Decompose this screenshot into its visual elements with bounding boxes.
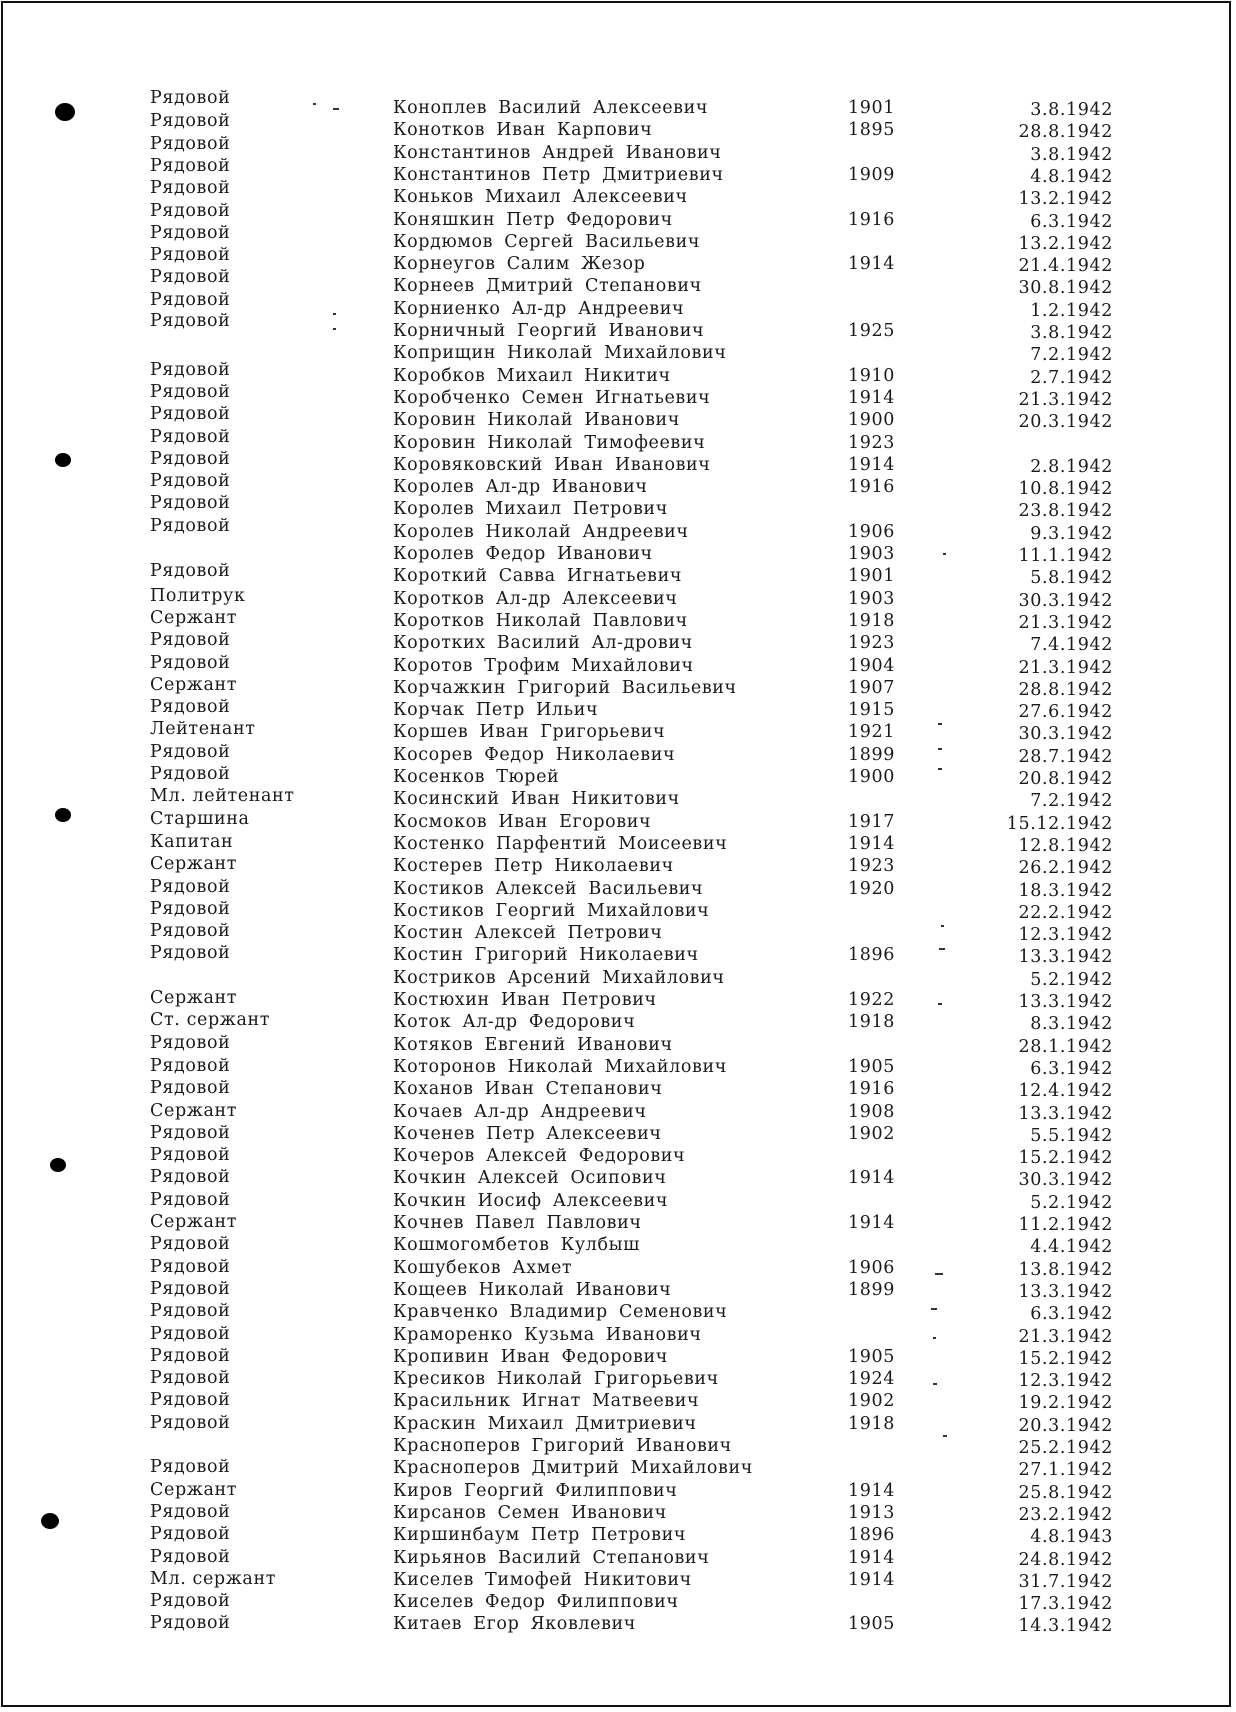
birth-year: 1902: [848, 1391, 895, 1412]
person-name: Коровин Николай Тимофеевич: [393, 432, 706, 453]
birth-year: 1904: [848, 655, 895, 676]
military-rank: Мл. сержант: [150, 1568, 276, 1589]
birth-year: 1914: [848, 1569, 895, 1590]
date-of-death: 12.8.1942: [1018, 835, 1113, 856]
birth-year: 1921: [848, 722, 895, 743]
date-of-death: 12.3.1942: [1018, 1371, 1113, 1392]
person-name: Костин Григорий Николаевич: [393, 945, 699, 966]
military-rank: Сержант: [150, 988, 238, 1008]
scan-speck: [943, 1435, 947, 1437]
person-name: Коротков Ал-др Алексеевич: [393, 588, 678, 609]
date-of-death: 7.2.1942: [1030, 345, 1113, 366]
military-rank: Рядовой: [150, 1078, 231, 1099]
birth-year: 1901: [848, 566, 895, 587]
military-rank: Рядовой: [150, 381, 231, 402]
person-name: Конотков Иван Карпович: [393, 120, 653, 141]
date-of-death: 30.3.1942: [1018, 1170, 1113, 1191]
military-rank: Рядовой: [150, 1167, 231, 1188]
person-name: Коротких Василий Ал-дрович: [393, 633, 693, 654]
military-rank: Рядовой: [150, 1613, 231, 1634]
person-name: Костюхин Иван Петрович: [393, 990, 657, 1010]
date-of-death: 5.8.1942: [1030, 568, 1113, 589]
military-rank: Мл. лейтенант: [150, 786, 295, 807]
scan-speck: [938, 723, 942, 725]
birth-year: 1901: [848, 98, 895, 118]
date-of-death: 30.3.1942: [1018, 724, 1113, 745]
person-name: Коняшкин Петр Федорович: [393, 209, 673, 230]
person-name: Киршинбаум Петр Петрович: [393, 1525, 687, 1546]
military-rank: Рядовой: [150, 1256, 231, 1277]
date-of-death: 21.3.1942: [1018, 612, 1113, 633]
date-of-death: 28.8.1942: [1018, 679, 1113, 700]
date-of-death: 24.8.1942: [1018, 1549, 1113, 1570]
date-of-death: 19.2.1942: [1018, 1393, 1113, 1414]
document-page: [1, 1, 1231, 1707]
date-of-death: 6.3.1942: [1030, 1304, 1113, 1325]
date-of-death: 3.8.1942: [1030, 144, 1113, 165]
date-of-death: 21.3.1942: [1018, 657, 1113, 678]
birth-year: 1922: [848, 990, 895, 1010]
date-of-death: 21.3.1942: [1018, 1326, 1113, 1347]
person-name: Кравченко Владимир Семенович: [393, 1302, 728, 1323]
military-rank: Рядовой: [150, 311, 231, 331]
birth-year: 1916: [848, 477, 895, 498]
birth-year: 1908: [848, 1101, 895, 1122]
military-rank: Рядовой: [150, 764, 231, 784]
person-name: Коровин Николай Иванович: [393, 410, 680, 431]
military-rank: Сержант: [150, 1479, 238, 1500]
date-of-death: 20.3.1942: [1018, 1415, 1113, 1436]
birth-year: 1905: [848, 1614, 895, 1635]
person-name: Косинский Иван Никитович: [393, 789, 680, 810]
birth-year: 1905: [848, 1056, 895, 1077]
person-name: Корнеев Дмитрий Степанович: [393, 276, 702, 297]
person-name: Коробченко Семен Игнатьевич: [393, 387, 711, 408]
person-name: Кресиков Николай Григорьевич: [393, 1369, 719, 1390]
date-of-death: 1.2.1942: [1030, 300, 1113, 321]
person-name: Красильник Игнат Матвеевич: [393, 1391, 700, 1412]
date-of-death: 13.3.1942: [1018, 992, 1113, 1012]
person-name: Краскин Михаил Дмитриевич: [393, 1413, 697, 1434]
date-of-death: 15.12.1942: [1006, 813, 1113, 834]
scan-speck: [333, 313, 336, 315]
birth-year: 1907: [848, 677, 895, 698]
person-name: Коньков Михаил Алексеевич: [393, 187, 688, 208]
person-name: Кощеев Николай Иванович: [393, 1279, 672, 1300]
birth-year: 1918: [848, 1413, 895, 1434]
scan-speck: [933, 1337, 936, 1339]
person-name: Краморенко Кузьма Иванович: [393, 1324, 702, 1345]
military-rank: Рядовой: [150, 1234, 231, 1255]
birth-year: 1906: [848, 1257, 895, 1278]
birth-year: 1916: [848, 209, 895, 230]
date-of-death: 11.1.1942: [1018, 546, 1113, 566]
date-of-death: 3.8.1942: [1030, 100, 1113, 120]
date-of-death: 27.6.1942: [1018, 702, 1113, 723]
person-name: Китаев Егор Яковлевич: [393, 1614, 636, 1635]
person-name: Коршев Иван Григорьевич: [393, 722, 666, 743]
person-name: Красноперов Дмитрий Михайлович: [393, 1458, 753, 1479]
birth-year: 1910: [848, 365, 895, 386]
military-rank: Старшина: [150, 808, 250, 829]
date-of-death: 2.7.1942: [1030, 367, 1113, 388]
person-name: Костиков Георгий Михайлович: [393, 900, 710, 921]
military-rank: Рядовой: [150, 1145, 231, 1166]
birth-year: 1900: [848, 410, 895, 431]
date-of-death: 13.3.1942: [1018, 947, 1113, 968]
military-rank: Рядовой: [150, 178, 231, 199]
person-name: Корнеугов Салим Жезор: [393, 254, 646, 275]
date-of-death: 13.2.1942: [1018, 189, 1113, 210]
scan-speck: [938, 1003, 942, 1005]
scan-speck: [938, 748, 942, 750]
person-name: Космоков Иван Егорович: [393, 811, 652, 832]
person-name: Королев Федор Иванович: [393, 544, 653, 564]
date-of-death: 31.7.1942: [1018, 1571, 1113, 1592]
date-of-death: 18.3.1942: [1018, 880, 1113, 901]
scan-speck: [943, 553, 946, 555]
person-name: Константинов Андрей Иванович: [393, 142, 722, 163]
date-of-death: 5.5.1942: [1030, 1125, 1113, 1146]
birth-year: 1903: [848, 588, 895, 609]
military-rank: Рядовой: [150, 1032, 231, 1053]
person-name: Корничный Георгий Иванович: [393, 321, 705, 341]
military-rank: Рядовой: [150, 448, 231, 469]
birth-year: 1914: [848, 833, 895, 854]
person-name: Косенков Тюрей: [393, 767, 560, 787]
date-of-death: 4.8.1942: [1030, 166, 1113, 187]
birth-year: 1923: [848, 856, 895, 877]
birth-year: 1905: [848, 1346, 895, 1367]
date-of-death: 20.8.1942: [1018, 769, 1113, 789]
person-name: Корчажкин Григорий Васильевич: [393, 677, 737, 698]
date-of-death: 23.2.1942: [1018, 1504, 1113, 1525]
birth-year: 1918: [848, 610, 895, 631]
birth-year: 1914: [848, 1213, 895, 1233]
person-name: Кошубеков Ахмет: [393, 1257, 573, 1278]
date-of-death: 3.8.1942: [1030, 323, 1113, 343]
date-of-death: 7.2.1942: [1030, 791, 1113, 812]
date-of-death: 7.4.1942: [1030, 635, 1113, 656]
birth-year: 1914: [848, 387, 895, 408]
person-name: Короткий Савва Игнатьевич: [393, 566, 683, 587]
scan-speck: [938, 768, 942, 770]
date-of-death: 28.8.1942: [1018, 122, 1113, 143]
birth-year: 1914: [848, 254, 895, 275]
scan-speck: [933, 1383, 937, 1385]
birth-year: 1914: [848, 1547, 895, 1568]
military-rank: Рядовой: [150, 1457, 231, 1478]
person-name: Костриков Арсений Михайлович: [393, 967, 725, 988]
military-rank: Рядовой: [150, 1278, 231, 1299]
military-rank: Рядовой: [150, 404, 231, 425]
date-of-death: 28.1.1942: [1018, 1036, 1113, 1057]
date-of-death: 4.8.1943: [1030, 1527, 1113, 1548]
date-of-death: 13.3.1942: [1018, 1281, 1113, 1302]
person-name: Королев Ал-др Иванович: [393, 477, 648, 498]
date-of-death: 27.1.1942: [1018, 1460, 1113, 1481]
date-of-death: 30.3.1942: [1018, 590, 1113, 611]
military-rank: Рядовой: [150, 515, 231, 536]
military-rank: Лейтенант: [150, 719, 256, 740]
date-of-death: 23.8.1942: [1018, 501, 1113, 522]
military-rank: Политрук: [150, 585, 246, 606]
person-name: Котяков Евгений Иванович: [393, 1034, 673, 1055]
person-name: Коченев Петр Алексеевич: [393, 1123, 662, 1144]
person-name: Костенко Парфентий Моисеевич: [393, 833, 728, 854]
scan-speck: [941, 925, 944, 927]
person-name: Коноплев Василий Алексеевич: [393, 98, 709, 118]
military-rank: Рядовой: [150, 1323, 231, 1344]
person-name: Кочеров Алексей Федорович: [393, 1146, 686, 1167]
military-rank: Рядовой: [150, 222, 231, 243]
date-of-death: 11.2.1942: [1018, 1215, 1113, 1235]
birth-year: 1902: [848, 1123, 895, 1144]
person-name: Королев Николай Андреевич: [393, 521, 689, 542]
date-of-death: 13.3.1942: [1018, 1103, 1113, 1124]
scan-speck: [935, 1273, 943, 1275]
birth-year: 1917: [848, 811, 895, 832]
date-of-death: 8.3.1942: [1030, 1014, 1113, 1035]
hole-punch-mark: [50, 1158, 66, 1172]
date-of-death: 2.8.1942: [1030, 456, 1113, 477]
date-of-death: 21.4.1942: [1018, 256, 1113, 277]
person-name: Корчак Петр Ильич: [393, 700, 599, 721]
scan-speck: [333, 328, 336, 330]
birth-year: 1899: [848, 1279, 895, 1300]
person-name: Константинов Петр Дмитриевич: [393, 164, 724, 185]
person-name: Костиков Алексей Васильевич: [393, 878, 704, 899]
scan-speck: [313, 103, 316, 105]
military-rank: Рядовой: [150, 898, 231, 919]
date-of-death: 6.3.1942: [1030, 1058, 1113, 1079]
date-of-death: 28.7.1942: [1018, 746, 1113, 767]
person-name: Кочнев Павел Павлович: [393, 1213, 642, 1233]
date-of-death: 12.3.1942: [1018, 925, 1113, 946]
military-rank: Рядовой: [150, 561, 231, 582]
person-name: Киселев Федор Филиппович: [393, 1592, 679, 1613]
military-rank: Рядовой: [150, 1122, 231, 1143]
person-name: Костин Алексей Петрович: [393, 923, 663, 944]
date-of-death: 13.2.1942: [1018, 233, 1113, 254]
birth-year: 1914: [848, 454, 895, 475]
person-name: Кропивин Иван Федорович: [393, 1346, 668, 1367]
date-of-death: 21.3.1942: [1018, 389, 1113, 410]
date-of-death: 17.3.1942: [1018, 1594, 1113, 1615]
birth-year: 1925: [848, 321, 895, 341]
scan-speck: [931, 1308, 937, 1310]
hole-punch-mark: [41, 1513, 59, 1529]
military-rank: Сержант: [150, 674, 238, 695]
date-of-death: 25.2.1942: [1018, 1438, 1113, 1458]
person-name: Королев Михаил Петрович: [393, 499, 668, 520]
person-name: Коприщин Николай Михайлович: [393, 343, 727, 364]
person-name: Кочкин Иосиф Алексеевич: [393, 1190, 669, 1211]
date-of-death: 22.2.1942: [1018, 902, 1113, 923]
date-of-death: 4.4.1942: [1030, 1237, 1113, 1258]
military-rank: Рядовой: [150, 267, 231, 288]
military-rank: Рядовой: [150, 1524, 231, 1545]
military-rank: Ст. сержант: [150, 1010, 271, 1031]
birth-year: 1924: [848, 1369, 895, 1390]
date-of-death: 6.3.1942: [1030, 211, 1113, 232]
birth-year: 1916: [848, 1079, 895, 1100]
hole-punch-mark: [55, 103, 75, 121]
birth-year: 1896: [848, 1525, 895, 1546]
hole-punch-mark: [55, 808, 71, 822]
person-name: Киров Георгий Филиппович: [393, 1480, 678, 1501]
military-rank: Рядовой: [150, 471, 231, 492]
military-rank: Рядовой: [150, 88, 231, 108]
person-name: Киселев Тимофей Никитович: [393, 1569, 692, 1590]
person-name: Коханов Иван Степанович: [393, 1079, 663, 1100]
military-rank: Рядовой: [150, 921, 231, 942]
military-rank: Рядовой: [150, 426, 231, 447]
military-rank: Рядовой: [150, 1390, 231, 1411]
date-of-death: 13.8.1942: [1018, 1259, 1113, 1280]
military-rank: Сержант: [150, 1212, 238, 1232]
hole-punch-mark: [55, 453, 71, 467]
military-rank: Рядовой: [150, 1189, 231, 1210]
person-name: Красноперов Григорий Иванович: [393, 1436, 732, 1456]
person-name: Кочкин Алексей Осипович: [393, 1168, 667, 1189]
military-rank: Рядовой: [150, 697, 231, 718]
military-rank: Рядовой: [150, 1546, 231, 1567]
military-rank: Рядовой: [150, 200, 231, 221]
birth-year: 1900: [848, 767, 895, 787]
military-rank: Рядовой: [150, 652, 231, 673]
scan-speck: [333, 108, 339, 110]
military-rank: Рядовой: [150, 289, 231, 310]
person-name: Кирсанов Семен Иванович: [393, 1502, 667, 1523]
birth-year: 1923: [848, 432, 895, 453]
date-of-death: 30.8.1942: [1018, 278, 1113, 299]
birth-year: 1906: [848, 521, 895, 542]
military-rank: Рядовой: [150, 1301, 231, 1322]
military-rank: Рядовой: [150, 1501, 231, 1522]
person-name: Коток Ал-др Федорович: [393, 1012, 636, 1033]
birth-year: 1918: [848, 1012, 895, 1033]
military-rank: Рядовой: [150, 1591, 231, 1612]
military-rank: Сержант: [150, 854, 238, 875]
military-rank: Рядовой: [150, 943, 231, 964]
military-rank: Рядовой: [150, 741, 231, 762]
person-name: Кошмогомбетов Кулбыш: [393, 1235, 641, 1256]
military-rank: Рядовой: [150, 155, 231, 176]
person-name: Коровяковский Иван Иванович: [393, 454, 711, 475]
date-of-death: 12.4.1942: [1018, 1081, 1113, 1102]
military-rank: Рядовой: [150, 1368, 231, 1389]
person-name: Кирьянов Василий Степанович: [393, 1547, 710, 1568]
birth-year: 1896: [848, 945, 895, 966]
birth-year: 1895: [848, 120, 895, 141]
military-rank: Рядовой: [150, 1055, 231, 1076]
military-rank: Капитан: [150, 831, 234, 852]
birth-year: 1899: [848, 744, 895, 765]
person-name: Которонов Николай Михайлович: [393, 1056, 727, 1077]
person-name: Кордюмов Сергей Васильевич: [393, 231, 701, 252]
person-name: Корниенко Ал-др Андреевич: [393, 298, 685, 319]
person-name: Коротков Николай Павлович: [393, 610, 688, 631]
date-of-death: 5.2.1942: [1030, 969, 1113, 990]
birth-year: 1923: [848, 633, 895, 654]
person-name: Кочаев Ал-др Андреевич: [393, 1101, 647, 1122]
person-name: Косорев Федор Николаевич: [393, 744, 676, 765]
military-rank: Сержант: [150, 607, 238, 628]
birth-year: 1915: [848, 700, 895, 721]
military-rank: Рядовой: [150, 1345, 231, 1366]
military-rank: Рядовой: [150, 876, 231, 897]
military-rank: Рядовой: [150, 111, 231, 132]
military-rank: Рядовой: [150, 245, 231, 266]
date-of-death: 26.2.1942: [1018, 858, 1113, 879]
person-name: Костерев Петр Николаевич: [393, 856, 674, 877]
military-rank: Рядовой: [150, 630, 231, 651]
date-of-death: 14.3.1942: [1018, 1616, 1113, 1637]
birth-year: 1914: [848, 1480, 895, 1501]
birth-year: 1920: [848, 878, 895, 899]
birth-year: 1913: [848, 1502, 895, 1523]
military-rank: Рядовой: [150, 493, 231, 514]
date-of-death: 9.3.1942: [1030, 523, 1113, 544]
date-of-death: 5.2.1942: [1030, 1192, 1113, 1213]
date-of-death: 10.8.1942: [1018, 479, 1113, 500]
military-rank: Рядовой: [150, 1412, 231, 1433]
person-name: Коротов Трофим Михайлович: [393, 655, 694, 676]
scan-speck: [939, 948, 945, 950]
person-name: Коробков Михаил Никитич: [393, 365, 671, 386]
military-rank: Рядовой: [150, 133, 231, 154]
date-of-death: 15.2.1942: [1018, 1148, 1113, 1169]
birth-year: 1909: [848, 164, 895, 185]
military-rank: Сержант: [150, 1100, 238, 1121]
date-of-death: 15.2.1942: [1018, 1348, 1113, 1369]
birth-year: 1914: [848, 1168, 895, 1189]
date-of-death: 25.8.1942: [1018, 1482, 1113, 1503]
military-rank: Рядовой: [150, 359, 231, 380]
date-of-death: 20.3.1942: [1018, 412, 1113, 433]
birth-year: 1903: [848, 544, 895, 564]
